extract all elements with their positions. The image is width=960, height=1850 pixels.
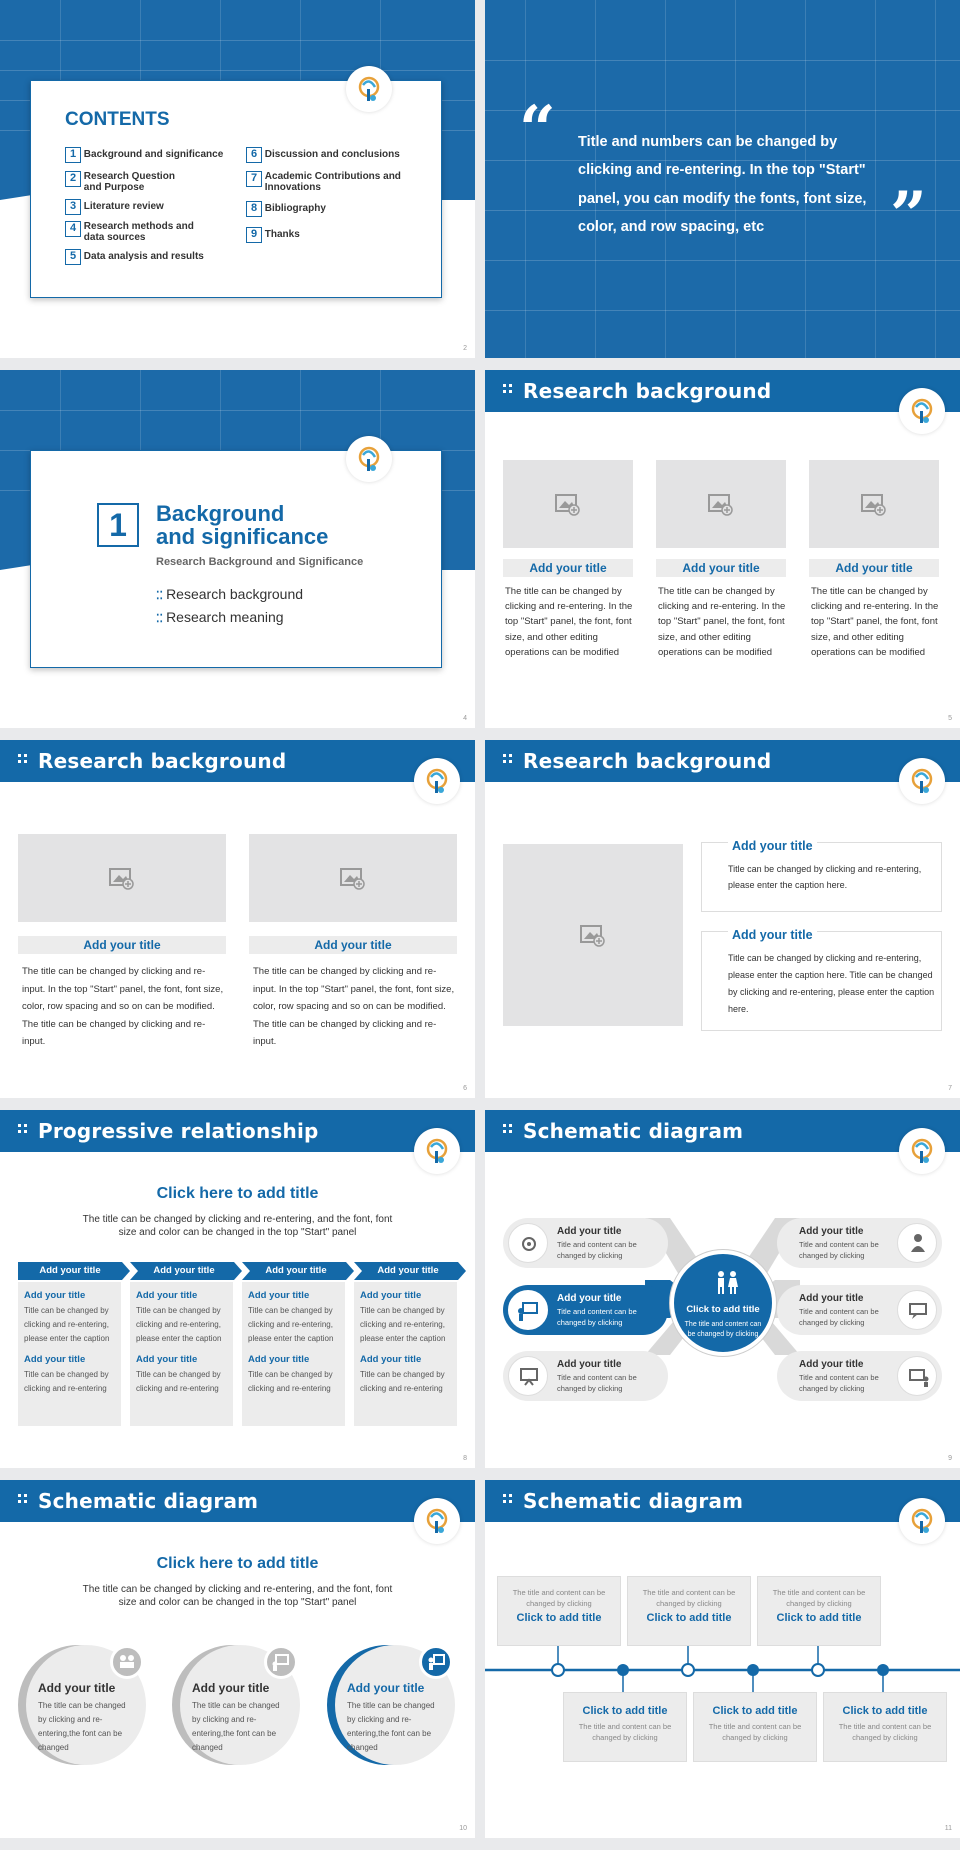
step-title: Add your title bbox=[360, 1354, 422, 1365]
arrow-label[interactable]: Add your title bbox=[39, 1265, 101, 1276]
university-logo bbox=[414, 1128, 460, 1174]
timeline-card-title: Click to add title bbox=[842, 1705, 928, 1717]
page-number: 10 bbox=[459, 1825, 467, 1832]
header-dots-icon bbox=[503, 752, 513, 766]
timeline-card-bottom[interactable] bbox=[693, 1692, 817, 1762]
image-placeholder[interactable] bbox=[809, 460, 939, 548]
column-title[interactable]: Add your title bbox=[249, 936, 457, 954]
step-body: Title can be changed by clicking and re-entering, please enter the caption bbox=[136, 1306, 222, 1343]
image-add-icon bbox=[555, 492, 581, 516]
chat-icon bbox=[897, 1290, 937, 1330]
hub-item-body: Title and content can be changed by clicking bbox=[557, 1240, 637, 1261]
timeline-card-title: Click to add title bbox=[646, 1611, 732, 1624]
circle-card-title: Add your title bbox=[192, 1681, 270, 1695]
section-bullet[interactable]: ⁚⁚ Research meaning bbox=[156, 609, 284, 625]
timeline-card-title: Click to add title bbox=[712, 1705, 798, 1717]
slide-research-background-2col[interactable] bbox=[0, 740, 475, 1098]
university-logo bbox=[346, 66, 392, 112]
hub-item-body: Title and content can be changed by clicking bbox=[799, 1373, 879, 1394]
step-title: Add your title bbox=[360, 1290, 422, 1301]
people-meeting-icon bbox=[110, 1645, 144, 1679]
timeline-card-bottom[interactable] bbox=[823, 1692, 947, 1762]
circle-card-title: Add your title bbox=[38, 1681, 116, 1695]
image-add-icon bbox=[340, 866, 366, 890]
presenter-icon bbox=[508, 1290, 548, 1330]
timeline-card-body: The title and content can be changed by clicking bbox=[642, 1588, 736, 1609]
slide-contents[interactable] bbox=[0, 0, 475, 358]
image-placeholder[interactable] bbox=[656, 460, 786, 548]
column-body[interactable]: The title can be changed by clicking and re-entering. In the top "Start" panel, the font, font size, and other editing operations can be modified bbox=[505, 586, 633, 658]
contents-item[interactable]: 5 Data analysis and results bbox=[65, 249, 245, 271]
slide-subtitle[interactable]: The title can be changed by clicking and re-entering, and the font, font size and color can be changed in the top "Start" panel bbox=[82, 1584, 393, 1608]
step-column[interactable] bbox=[354, 1282, 457, 1426]
hub-item-body: Title and content can be changed by clicking bbox=[799, 1307, 879, 1328]
header-title: Progressive relationship bbox=[38, 1119, 319, 1143]
university-logo bbox=[899, 758, 945, 804]
step-body: Title can be changed by clicking and re-entering bbox=[24, 1370, 109, 1393]
section-number-box: 1 bbox=[97, 503, 139, 547]
timeline-card-top[interactable] bbox=[497, 1576, 621, 1646]
image-add-icon bbox=[861, 492, 887, 516]
presentation-icon bbox=[264, 1645, 298, 1679]
header-bar bbox=[485, 740, 960, 782]
header-title: Research background bbox=[523, 379, 772, 403]
page-number: 7 bbox=[948, 1085, 952, 1092]
timeline-card-body: The title and content can be changed by clicking bbox=[708, 1722, 802, 1743]
image-placeholder[interactable] bbox=[503, 460, 633, 548]
contents-heading: CONTENTS bbox=[65, 109, 170, 130]
step-column[interactable] bbox=[18, 1282, 121, 1426]
header-title: Research background bbox=[523, 749, 772, 773]
header-bar bbox=[485, 370, 960, 412]
contents-list-right bbox=[246, 147, 426, 249]
text-box[interactable] bbox=[701, 839, 942, 912]
text-box-title: Add your title bbox=[728, 839, 817, 853]
slide-schematic-timeline[interactable] bbox=[485, 1480, 960, 1838]
hub-item[interactable] bbox=[503, 1218, 668, 1268]
hub-item[interactable] bbox=[503, 1351, 668, 1401]
step-column[interactable] bbox=[242, 1282, 345, 1426]
timeline-line bbox=[485, 1480, 960, 1838]
contents-item[interactable]: 9 Thanks bbox=[246, 227, 426, 249]
hub-center-title: Click to add title bbox=[686, 1304, 760, 1315]
contents-item[interactable]: 2 Research Question and Purpose bbox=[65, 171, 245, 199]
timeline-card-body: The title and content can be changed by clicking bbox=[838, 1722, 932, 1743]
step-title: Add your title bbox=[136, 1290, 198, 1301]
open-quote-mark: “ bbox=[519, 92, 556, 167]
header-bar bbox=[0, 1110, 475, 1152]
slide-progressive-relationship[interactable] bbox=[0, 1110, 475, 1468]
slide-section-1[interactable] bbox=[0, 370, 475, 728]
header-title: Research background bbox=[38, 749, 287, 773]
image-placeholder[interactable] bbox=[503, 844, 683, 1026]
header-title: Schematic diagram bbox=[523, 1119, 744, 1143]
section-card bbox=[30, 450, 442, 668]
header-bar bbox=[0, 740, 475, 782]
slide-subtitle[interactable]: The title can be changed by clicking and re-entering, and the font, font size and color can be changed in the top "Start" panel bbox=[82, 1214, 393, 1238]
hub-item-body: Title and content can be changed by clicking bbox=[557, 1373, 637, 1394]
page-number: 9 bbox=[948, 1455, 952, 1462]
header-title: Schematic diagram bbox=[38, 1489, 259, 1513]
quote-text[interactable]: Title and numbers can be changed by clicking and re-entering. In the top "Start" panel, you can modify the fonts, font size, color, and row spacing, etc bbox=[578, 134, 867, 235]
university-logo bbox=[414, 1498, 460, 1544]
hub-item-title: Add your title bbox=[557, 1359, 622, 1370]
text-box-title: Add your title bbox=[728, 928, 817, 942]
gear-icon bbox=[508, 1223, 548, 1263]
circle-card-body: The title can be changed by clicking and re-entering,the font can be changed bbox=[38, 1701, 126, 1752]
text-box[interactable] bbox=[701, 928, 942, 1031]
step-body: Title can be changed by clicking and re-entering, please enter the caption bbox=[248, 1306, 334, 1343]
header-bar bbox=[0, 1480, 475, 1522]
contents-item[interactable]: 3 Literature review bbox=[65, 199, 245, 221]
page-number: 11 bbox=[944, 1825, 952, 1832]
column-body[interactable]: The title can be changed by clicking and re-entering. In the top "Start" panel, the font, font size, and other editing operations can be modified bbox=[658, 586, 786, 658]
timeline-card-body: The title and content can be changed by clicking bbox=[512, 1588, 606, 1609]
column-title[interactable]: Add your title bbox=[18, 936, 226, 954]
close-quote-mark: ” bbox=[890, 178, 927, 253]
section-title-line2: and significance bbox=[156, 524, 329, 549]
image-add-icon bbox=[708, 492, 734, 516]
step-title: Add your title bbox=[136, 1354, 198, 1365]
timeline-card-body: The title and content can be changed by clicking bbox=[578, 1722, 672, 1743]
timeline-card-title: Click to add title bbox=[516, 1611, 602, 1624]
page-number: 6 bbox=[463, 1085, 467, 1092]
arrow-label[interactable]: Add your title bbox=[377, 1265, 439, 1276]
slide-title[interactable]: Click here to add title bbox=[156, 1555, 319, 1572]
timeline-card-bottom[interactable] bbox=[563, 1692, 687, 1762]
hub-item-title: Add your title bbox=[799, 1359, 864, 1370]
column-title[interactable]: Add your title bbox=[809, 559, 939, 577]
people-icon bbox=[712, 1270, 742, 1294]
page-number: 8 bbox=[463, 1455, 467, 1462]
circle-card[interactable] bbox=[18, 1645, 146, 1765]
university-logo bbox=[414, 758, 460, 804]
step-body: Title can be changed by clicking and re-entering bbox=[248, 1370, 333, 1393]
contents-item[interactable]: 4 Research methods and data sources bbox=[65, 221, 245, 249]
page-number: 4 bbox=[463, 715, 467, 722]
hub-item-body: Title and content can be changed by clicking bbox=[799, 1240, 879, 1261]
step-body: Title can be changed by clicking and re-entering bbox=[360, 1370, 445, 1393]
timeline-card-body: The title and content can be changed by clicking bbox=[772, 1588, 866, 1609]
hub-item[interactable] bbox=[503, 1285, 668, 1335]
slide-schematic-hub[interactable] bbox=[485, 1110, 960, 1468]
teacher-icon bbox=[419, 1645, 453, 1679]
section-title-line1: Background bbox=[156, 501, 285, 526]
text-box-body: Title can be changed by clicking and re-entering, please enter the caption here. bbox=[728, 864, 922, 891]
slide-quote[interactable] bbox=[485, 0, 960, 358]
circle-card-body: The title can be changed by clicking and re-entering,the font can be changed bbox=[192, 1701, 280, 1752]
university-logo bbox=[899, 388, 945, 434]
contents-list-left bbox=[65, 147, 245, 271]
contents-item[interactable]: 1 Background and significance bbox=[65, 147, 245, 171]
header-title: Schematic diagram bbox=[523, 1489, 744, 1513]
bullet-dots-icon: ⁚⁚ bbox=[156, 590, 167, 602]
slide-schematic-circles[interactable] bbox=[0, 1480, 475, 1838]
image-add-icon bbox=[580, 923, 606, 947]
page-number: 5 bbox=[948, 715, 952, 722]
step-body: Title can be changed by clicking and re-entering bbox=[136, 1370, 221, 1393]
page-number: 2 bbox=[463, 345, 467, 352]
timeline-card-top[interactable] bbox=[757, 1576, 881, 1646]
column-body[interactable]: The title can be changed by clicking and re-input. In the top "Start" panel, the font, font size, color, row spacing and so on can be modified. The title can be changed by clicking and re-input. bbox=[253, 966, 455, 1048]
column-body[interactable]: The title can be changed by clicking and re-entering. In the top "Start" panel, the font, font size, and other editing operations can be modified bbox=[811, 586, 939, 658]
header-dots-icon bbox=[503, 382, 513, 396]
board-icon bbox=[508, 1356, 548, 1396]
hub-item-title: Add your title bbox=[557, 1226, 622, 1237]
hub-item[interactable] bbox=[777, 1285, 942, 1335]
header-dots-icon bbox=[18, 752, 28, 766]
circle-card[interactable] bbox=[172, 1645, 300, 1765]
slide-research-background-boxes[interactable] bbox=[485, 740, 960, 1098]
image-add-icon bbox=[109, 866, 135, 890]
hub-center[interactable] bbox=[670, 1250, 776, 1356]
hub-item-title: Add your title bbox=[557, 1293, 622, 1304]
slide-title[interactable]: Click here to add title bbox=[156, 1185, 319, 1202]
column-title[interactable]: Add your title bbox=[656, 559, 786, 577]
step-column[interactable] bbox=[130, 1282, 233, 1426]
step-body: Title can be changed by clicking and re-entering, please enter the caption bbox=[24, 1306, 110, 1343]
circle-card[interactable] bbox=[327, 1645, 455, 1765]
hub-item-body: Title and content can be changed by clicking bbox=[557, 1307, 637, 1328]
hub-center-body: The title and content can be changed by clicking bbox=[684, 1321, 762, 1338]
screen-icon bbox=[897, 1356, 937, 1396]
circle-card-body: The title can be changed by clicking and re-entering,the font can be changed bbox=[347, 1701, 435, 1752]
column-title[interactable]: Add your title bbox=[503, 559, 633, 577]
column-body[interactable]: The title can be changed by clicking and re-input. In the top "Start" panel, the font, font size, color, row spacing and so on can be modified. The title can be changed by clicking and re-input. bbox=[22, 966, 224, 1048]
slide-research-background-3col[interactable] bbox=[485, 370, 960, 728]
user-desk-icon bbox=[897, 1223, 937, 1263]
timeline-card-top[interactable] bbox=[627, 1576, 751, 1646]
image-placeholder[interactable] bbox=[18, 834, 226, 922]
step-title: Add your title bbox=[24, 1354, 86, 1365]
image-placeholder[interactable] bbox=[249, 834, 457, 922]
contents-item[interactable]: 6 Discussion and conclusions bbox=[246, 147, 426, 171]
text-box-body: Title can be changed by clicking and re-entering, please enter the caption here. Title can be changed by clicking and re-entering, please enter the caption here. bbox=[728, 953, 935, 1015]
step-title: Add your title bbox=[248, 1354, 310, 1365]
step-title: Add your title bbox=[24, 1290, 86, 1301]
bullet-dots-icon: ⁚⁚ bbox=[156, 613, 167, 625]
header-dots-icon bbox=[18, 1492, 28, 1506]
step-body: Title can be changed by clicking and re-entering, please enter the caption bbox=[360, 1306, 446, 1343]
hub-item-title: Add your title bbox=[799, 1293, 864, 1304]
step-title: Add your title bbox=[248, 1290, 310, 1301]
university-logo bbox=[346, 436, 392, 482]
contents-item[interactable]: 7 Academic Contributions and Innovations bbox=[246, 171, 426, 201]
contents-item[interactable]: 8 Bibliography bbox=[246, 201, 426, 227]
timeline-card-title: Click to add title bbox=[582, 1705, 668, 1717]
section-subtitle: Research Background and Significance bbox=[156, 556, 364, 568]
hub-item[interactable] bbox=[777, 1218, 942, 1268]
hub-item[interactable] bbox=[777, 1351, 942, 1401]
circle-card-title: Add your title bbox=[347, 1681, 425, 1695]
arrow-label[interactable]: Add your title bbox=[153, 1265, 215, 1276]
header-dots-icon bbox=[18, 1122, 28, 1136]
hub-item-title: Add your title bbox=[799, 1226, 864, 1237]
section-bullet[interactable]: ⁚⁚ Research background bbox=[156, 586, 304, 602]
timeline-card-title: Click to add title bbox=[776, 1611, 862, 1624]
arrow-label[interactable]: Add your title bbox=[265, 1265, 327, 1276]
contents-card bbox=[30, 80, 442, 298]
